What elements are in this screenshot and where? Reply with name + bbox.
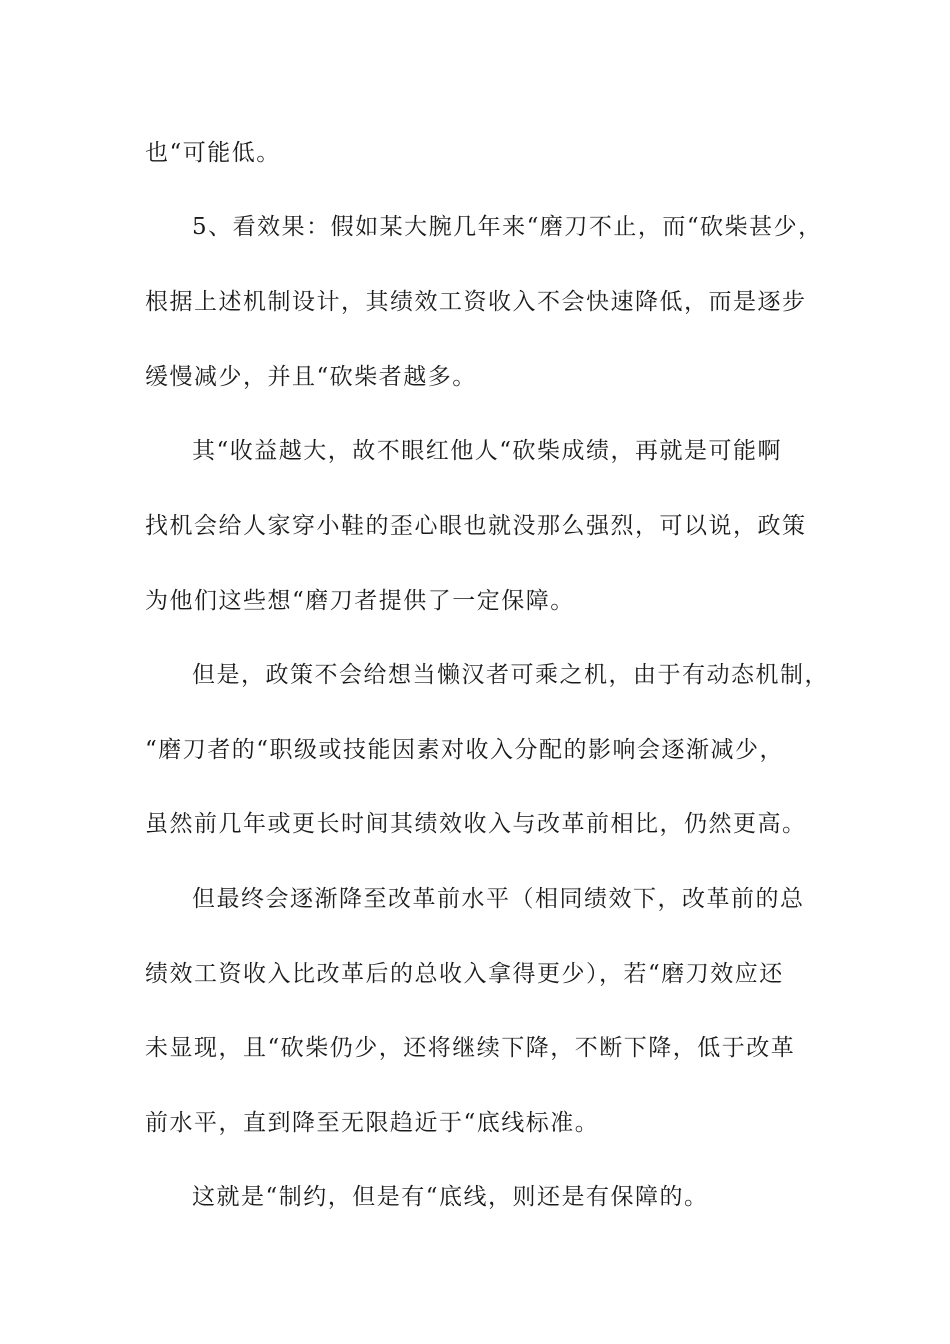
paragraph-first-line: 5、看效果：假如某大腕几年来“磨刀不止，而“砍柴甚少， [192, 214, 823, 240]
text-line: 虽然前几年或更长时间其绩效收入与改革前相比，仍然更高。 [145, 811, 807, 837]
text-line: 为他们这些想“磨刀者提供了一定保障。 [145, 588, 575, 614]
text-line: 绩效工资收入比改革后的总收入拿得更少），若“磨刀效应还 [145, 961, 784, 987]
text-line: 缓慢减少，并且“砍柴者越多。 [145, 364, 477, 390]
paragraph-first-line: 其“收益越大，故不眼红他人“砍柴成绩，再就是可能啊 [192, 438, 783, 464]
text-line: 也“可能低。 [145, 140, 281, 166]
text-line: “磨刀者的“职级或技能因素对收入分配的影响会逐渐减少， [145, 737, 785, 763]
paragraph-first-line: 这就是“制约，但是有“底线，则还是有保障的。 [192, 1184, 709, 1210]
paragraph-first-line: 但是，政策不会给想当懒汉者可乘之机，由于有动态机制， [192, 662, 829, 688]
text-line: 前水平，直到降至无限趋近于“底线标准。 [145, 1110, 600, 1136]
paragraph-first-line: 但最终会逐渐降至改革前水平（相同绩效下，改革前的总 [192, 886, 805, 912]
text-line: 未显现，且“砍柴仍少，还将继续下降，不断下降，低于改革 [145, 1035, 796, 1061]
text-line: 根据上述机制设计，其绩效工资收入不会快速降低，而是逐步 [145, 289, 807, 315]
text-line: 找机会给人家穿小鞋的歪心眼也就没那么强烈，可以说，政策 [145, 513, 807, 539]
